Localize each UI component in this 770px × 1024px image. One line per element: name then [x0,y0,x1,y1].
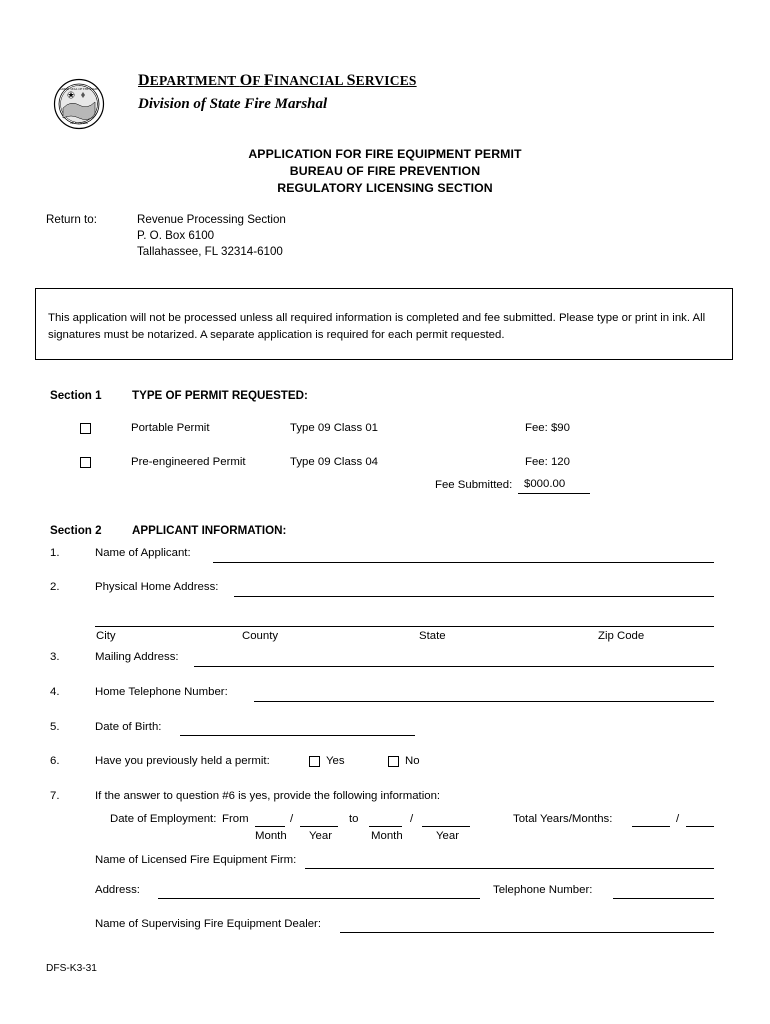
form-title-line-3: REGULATORY LICENSING SECTION [277,181,493,195]
state-seal-icon [53,78,105,130]
date-of-employment-label: Date of Employment: [110,813,217,825]
employment-to-year-input[interactable] [422,826,470,827]
checkbox-previous-permit-yes[interactable] [309,756,320,767]
total-slash: / [676,813,680,825]
employment-to-month-input[interactable] [369,826,402,827]
employment-to-month-caption: Month [371,830,403,842]
total-years-months-label: Total Years/Months: [513,813,613,825]
employment-to-year-caption: Year [436,830,460,842]
form-title-line-2: BUREAU OF FIRE PREVENTION [289,164,481,178]
address-zip-label: Zip Code [598,630,645,642]
employment-to-label: to [349,813,359,825]
return-to-label: Return to: [46,213,97,226]
question-6-number: 6. [50,755,60,767]
return-to-line-3: Tallahassee, FL 32314-6100 [137,245,283,258]
home-telephone-input[interactable] [254,701,714,702]
question-5-number: 5. [50,721,60,733]
question-2-label: Physical Home Address: [95,581,219,593]
section-2-label: Section 2 [50,524,102,537]
permit-row-2-name: Pre-engineered Permit [131,456,246,468]
section-1-label: Section 1 [50,389,102,402]
checkbox-pre-engineered-permit[interactable] [80,457,91,468]
licensed-firm-input[interactable] [305,868,714,869]
section-2-title: APPLICANT INFORMATION: [132,524,287,537]
section-1-title: TYPE OF PERMIT REQUESTED: [132,389,308,402]
address-city-label: City [96,630,116,642]
employment-from-month-input[interactable] [255,826,285,827]
permit-row-1-type: Type 09 Class 01 [290,422,379,434]
question-6-yes-label: Yes [326,755,345,767]
question-1-number: 1. [50,547,60,559]
form-code: DFS-K3-31 [46,963,97,974]
licensed-firm-label: Name of Licensed Fire Equipment Firm: [95,854,297,866]
return-to-block [46,212,446,268]
return-to-line-1: Revenue Processing Section [137,213,286,226]
question-7-number: 7. [50,790,60,802]
svg-text:GREAT SEAL OF THE STATE: GREAT SEAL OF THE STATE [59,87,99,91]
name-of-applicant-input[interactable] [213,562,714,563]
division-title: Division of State Fire Marshal [138,96,328,112]
question-4-number: 4. [50,686,60,698]
checkbox-portable-permit[interactable] [80,423,91,434]
fee-submitted-rule [518,493,590,494]
question-7-label: If the answer to question #6 is yes, provide the following information: [95,790,441,802]
form-title [0,146,770,197]
notice-box [35,288,733,360]
question-5-label: Date of Birth: [95,721,162,733]
department-title: DEPARTMENT OF FINANCIAL SERVICES [138,72,417,89]
checkbox-previous-permit-no[interactable] [388,756,399,767]
employment-slash-2: / [410,813,414,825]
question-3-number: 3. [50,651,60,663]
permit-row-2-type: Type 09 Class 04 [290,456,379,468]
question-6-label: Have you previously held a permit: [95,755,270,767]
date-of-birth-input[interactable] [180,735,415,736]
fee-submitted-value[interactable]: $000.00 [524,478,566,490]
firm-address-label: Address: [95,884,140,896]
form-title-line-1: APPLICATION FOR FIRE EQUIPMENT PERMIT [248,147,522,161]
firm-telephone-label: Telephone Number: [493,884,593,896]
notice-text: This application will not be processed unless all required information is completed and fee submitted. Please type or print in ink. All signatures must be notarized. A separate application is required for each permit requested. [48,312,706,341]
address-county-label: County [242,630,279,642]
question-6-no-label: No [405,755,420,767]
permit-row-1-name: Portable Permit [131,422,210,434]
department-block [138,72,417,113]
supervising-dealer-input[interactable] [340,932,714,933]
fee-submitted-label: Fee Submitted: [435,479,513,491]
total-years-input[interactable] [632,826,670,827]
employment-from-label: From [222,813,249,825]
question-3-label: Mailing Address: [95,651,179,663]
question-2-number: 2. [50,581,60,593]
physical-home-address-input-2[interactable] [95,626,714,627]
supervising-dealer-label: Name of Supervising Fire Equipment Dealer: [95,918,322,930]
total-months-input[interactable] [686,826,714,827]
physical-home-address-input[interactable] [234,596,714,597]
document-header [48,72,728,134]
permit-row-1-fee: Fee: $90 [525,422,570,434]
return-to-line-2: P. O. Box 6100 [137,229,215,242]
employment-from-year-input[interactable] [300,826,338,827]
question-4-label: Home Telephone Number: [95,686,228,698]
employment-from-month-caption: Month [255,830,287,842]
mailing-address-input[interactable] [194,666,714,667]
address-state-label: State [419,630,446,642]
firm-address-input[interactable] [158,898,480,899]
employment-from-year-caption: Year [309,830,333,842]
svg-text:OF FLORIDA: OF FLORIDA [70,121,88,125]
question-1-label: Name of Applicant: [95,547,191,559]
return-to-address [137,212,286,260]
firm-telephone-input[interactable] [613,898,714,899]
employment-slash-1: / [290,813,294,825]
permit-row-2-fee: Fee: 120 [525,456,570,468]
